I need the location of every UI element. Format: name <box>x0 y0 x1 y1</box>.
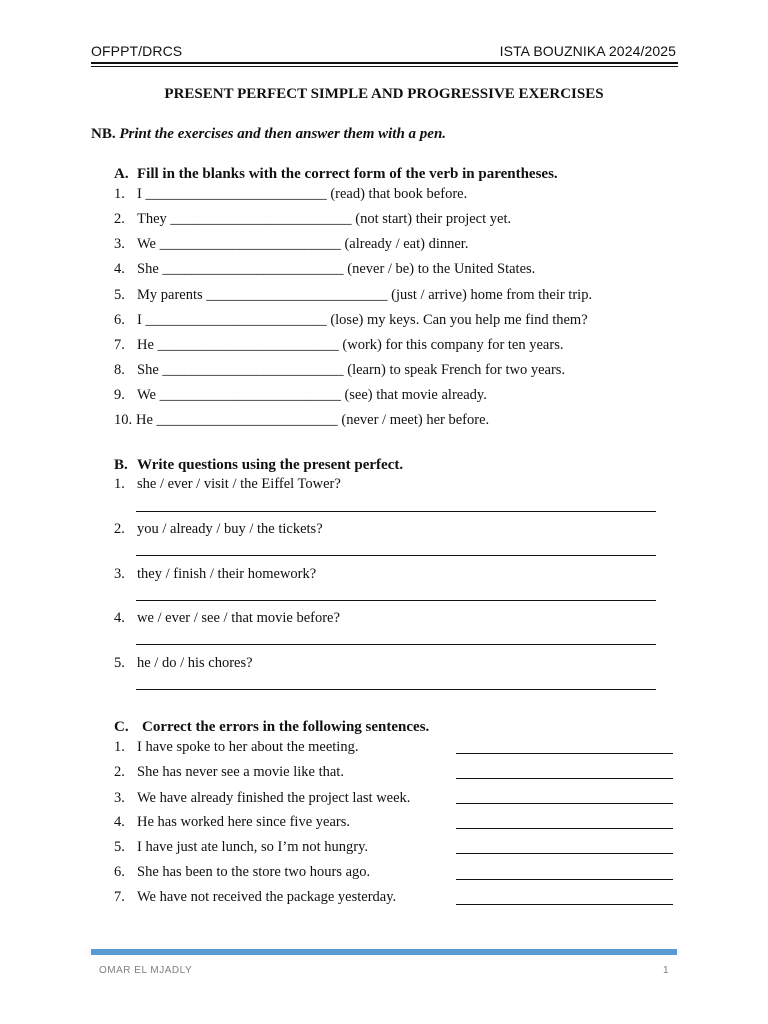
item-number: 10. <box>114 412 133 428</box>
answer-line-b-2[interactable] <box>136 555 656 556</box>
nb-label: NB. <box>91 126 116 142</box>
footer-accent-bar <box>91 949 677 955</box>
exercise-c-item-3 <box>114 790 410 807</box>
section-a-heading <box>114 166 558 183</box>
exercise-a-item-7 <box>114 337 563 354</box>
exercise-a-item-3 <box>114 236 468 253</box>
exercise-a-item-9 <box>114 387 487 404</box>
item-text: we / ever / see / that movie before? <box>137 610 340 626</box>
item-number: 3. <box>114 790 125 806</box>
header-left-text: OFPPT/DRCS <box>91 43 183 59</box>
item-number: 8. <box>114 362 125 378</box>
exercise-a-item-4 <box>114 261 535 278</box>
header-right-text: ISTA BOUZNIKA 2024/2025 <box>499 43 676 59</box>
section-b-title: Write questions using the present perfect. <box>137 457 404 473</box>
item-text: We _________________________ (already / eat) dinner. <box>137 236 469 252</box>
section-b-heading <box>114 457 403 474</box>
answer-line-c-7[interactable] <box>456 904 673 905</box>
section-c-letter: C. <box>114 719 129 735</box>
exercise-c-item-2 <box>114 764 344 781</box>
section-c-title: Correct the errors in the following sentences. <box>142 719 430 735</box>
exercise-a-item-2 <box>114 211 511 228</box>
item-text: she / ever / visit / the Eiffel Tower? <box>137 476 341 492</box>
item-number: 2. <box>114 211 125 227</box>
item-text: They _________________________ (not start) their project yet. <box>137 211 512 227</box>
answer-line-c-1[interactable] <box>456 753 673 754</box>
exercise-a-item-1 <box>114 186 467 203</box>
item-text: She _________________________ (never / be) to the United States. <box>137 261 536 277</box>
item-text: I _________________________ (lose) my keys. Can you help me find them? <box>137 312 588 328</box>
item-text: She _________________________ (learn) to speak French for two years. <box>137 362 566 378</box>
page-title: PRESENT PERFECT SIMPLE AND PROGRESSIVE EXERCISES <box>164 86 604 102</box>
answer-line-b-5[interactable] <box>136 689 656 690</box>
item-text: I have spoke to her about the meeting. <box>137 739 359 755</box>
item-text: She has been to the store two hours ago. <box>137 864 371 880</box>
exercise-c-item-6 <box>114 864 370 881</box>
answer-line-c-5[interactable] <box>456 853 673 854</box>
exercise-a-item-6 <box>114 312 588 329</box>
item-text: He _________________________ (never / meet) her before. <box>136 412 490 428</box>
item-number: 2. <box>114 764 125 780</box>
item-number: 7. <box>114 889 125 905</box>
exercise-c-item-5 <box>114 839 368 856</box>
answer-line-b-3[interactable] <box>136 600 656 601</box>
item-number: 3. <box>114 566 125 582</box>
section-b-letter: B. <box>114 457 128 473</box>
nb-note <box>91 126 446 143</box>
item-text: My parents _________________________ (just / arrive) home from their trip. <box>137 287 593 303</box>
item-number: 6. <box>114 864 125 880</box>
item-number: 5. <box>114 655 125 671</box>
item-text: he / do / his chores? <box>137 655 253 671</box>
answer-line-b-4[interactable] <box>136 644 656 645</box>
item-number: 5. <box>114 839 125 855</box>
exercise-c-item-4 <box>114 814 350 831</box>
exercise-b-item-4 <box>114 610 340 627</box>
item-text: they / finish / their homework? <box>137 566 317 582</box>
exercise-a-item-10 <box>114 412 489 429</box>
item-text: We have already finished the project last week. <box>137 790 411 806</box>
answer-line-c-3[interactable] <box>456 803 673 804</box>
item-number: 1. <box>114 186 125 202</box>
exercise-b-item-2 <box>114 521 323 538</box>
answer-line-b-1[interactable] <box>136 511 656 512</box>
item-text: We have not received the package yesterday. <box>137 889 397 905</box>
item-number: 4. <box>114 610 125 626</box>
item-number: 9. <box>114 387 125 403</box>
item-text: He _________________________ (work) for this company for ten years. <box>137 337 564 353</box>
item-text: He has worked here since five years. <box>137 814 350 830</box>
exercise-c-item-7 <box>114 889 396 906</box>
exercise-b-item-5 <box>114 655 253 672</box>
nb-text: Print the exercises and then answer them with a pen. <box>119 126 447 142</box>
exercise-a-item-8 <box>114 362 565 379</box>
item-text: We _________________________ (see) that movie already. <box>137 387 487 403</box>
item-text: She has never see a movie like that. <box>137 764 344 780</box>
page-number: 1 <box>663 965 669 976</box>
answer-line-c-6[interactable] <box>456 879 673 880</box>
header-divider-thick <box>91 62 678 64</box>
answer-line-c-4[interactable] <box>456 828 673 829</box>
exercise-c-item-1 <box>114 739 358 756</box>
section-c-heading <box>114 719 429 736</box>
item-number: 4. <box>114 261 125 277</box>
item-number: 2. <box>114 521 125 537</box>
item-number: 3. <box>114 236 125 252</box>
item-text: you / already / buy / the tickets? <box>137 521 323 537</box>
item-number: 1. <box>114 739 125 755</box>
exercise-b-item-3 <box>114 566 316 583</box>
item-number: 4. <box>114 814 125 830</box>
item-number: 7. <box>114 337 125 353</box>
item-text: I _________________________ (read) that book before. <box>137 186 468 202</box>
exercise-b-item-1 <box>114 476 341 493</box>
item-number: 5. <box>114 287 125 303</box>
footer-author: OMAR EL MJADLY <box>99 965 193 976</box>
item-text: I have just ate lunch, so I’m not hungry. <box>137 839 369 855</box>
answer-line-c-2[interactable] <box>456 778 673 779</box>
header-divider-thin <box>91 66 678 67</box>
section-a-letter: A. <box>114 166 129 182</box>
item-number: 1. <box>114 476 125 492</box>
item-number: 6. <box>114 312 125 328</box>
exercise-a-item-5 <box>114 287 592 304</box>
section-a-title: Fill in the blanks with the correct form of the verb in parentheses. <box>137 166 558 182</box>
